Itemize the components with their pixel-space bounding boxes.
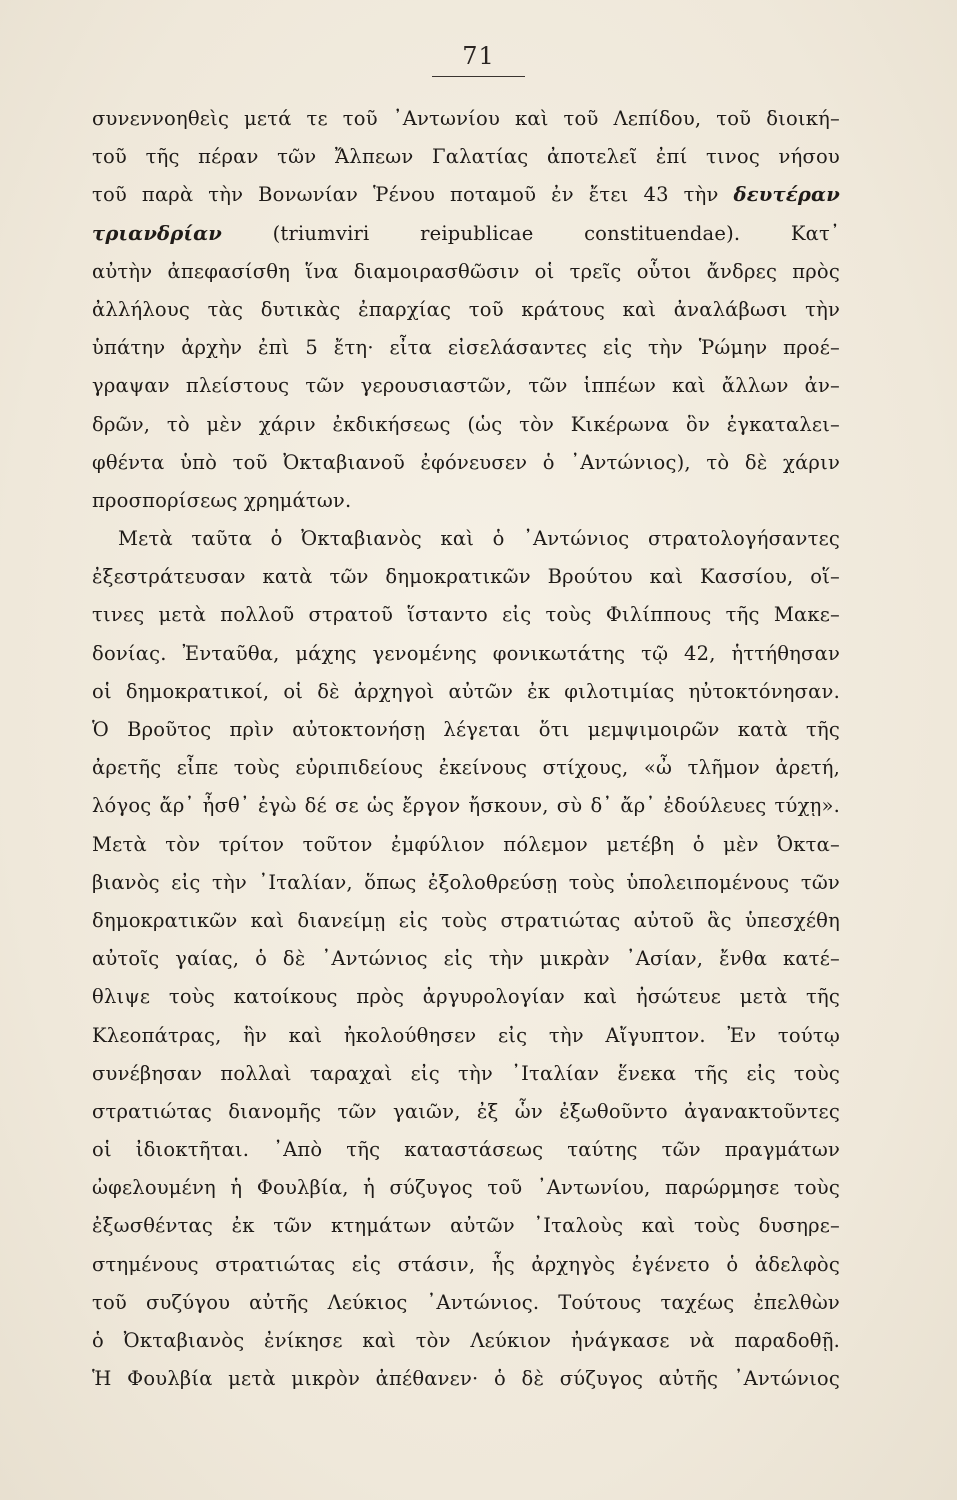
page-header bbox=[0, 42, 957, 77]
text-line: ὠφελουμένη ἡ Φουλβία, ἡ σύζυγος τοῦ ᾿Αντωνίου, παρώρμησε τοὺς bbox=[92, 1176, 840, 1200]
text-line: οἱ δημοκρατικοί, οἱ δὲ ἀρχηγοὶ αὐτῶν ἐκ φιλοτιμίας ηὐτοκτόνησαν. bbox=[92, 679, 840, 703]
text-line: συνέβησαν πολλαὶ ταραχαὶ εἰς τὴν ᾿Ιταλίαν ἕνεκα τῆς εἰς τοὺς bbox=[92, 1061, 840, 1085]
paragraph-start-line: Μετὰ ταῦτα ὁ Ὀκταβιανὸς καὶ ὁ ᾿Αντώνιος στρατολογήσαντες bbox=[118, 527, 840, 551]
emphasized-term: τριανδρίαν bbox=[92, 221, 223, 245]
text-line: Ἡ Φουλβία μετὰ μικρὸν ἀπέθανεν· ὁ δὲ σύζυγος αὐτῆς ᾿Αντώνιος bbox=[92, 1367, 840, 1391]
text-line: οἱ ἰδιοκτῆται. ᾿Απὸ τῆς καταστάσεως ταύτης τῶν πραγμάτων bbox=[92, 1138, 840, 1162]
text-line: στρατιώτας διανομῆς τῶν γαιῶν, ἐξ ὧν ἐξωθοῦντο ἀγανακτοῦντες bbox=[92, 1099, 840, 1123]
text-line: γραψαν πλείστους τῶν γερουσιαστῶν, τῶν ἱππέων καὶ ἄλλων ἀν– bbox=[92, 374, 840, 398]
text-line: αὐτὴν ἀπεφασίσθη ἵνα διαμοιρασθῶσιν οἱ τρεῖς οὗτοι ἄνδρες πρὸς bbox=[92, 259, 840, 283]
text-line: θλιψε τοὺς κατοίκους πρὸς ἀργυρολογίαν καὶ ἠσώτευε μετὰ τῆς bbox=[92, 985, 840, 1009]
text-line: λόγος ἄρ᾿ ἦσθ᾿ ἐγὼ δέ σε ὡς ἔργον ἤσκουν, σὺ δ᾿ ἄρ᾿ ἐδούλευες τύχῃ». bbox=[92, 794, 840, 818]
text-line: δρῶν, τὸ μὲν χάριν ἐκδικήσεως (ὡς τὸν Κικέρωνα ὃν ἐγκαταλει– bbox=[92, 412, 840, 436]
page-number: 71 bbox=[432, 42, 525, 77]
text-line: ἐξωσθέντας ἐκ τῶν κτημάτων αὐτῶν ᾿Ιταλοὺς καὶ τοὺς δυσηρε– bbox=[92, 1214, 840, 1238]
text-line: δονίας. Ἐνταῦθα, μάχης γενομένης φονικωτάτης τῷ 42, ἡττήθησαν bbox=[92, 641, 840, 665]
text-line: τινες μετὰ πολλοῦ στρατοῦ ἵσταντο εἰς τοὺς Φιλίππους τῆς Μακε– bbox=[92, 603, 840, 627]
text-line: Ὁ Βροῦτος πρὶν αὐτοκτονήσῃ λέγεται ὅτι μεμψιμοιρῶν κατὰ τῆς bbox=[92, 718, 840, 741]
body-text bbox=[92, 100, 840, 1398]
text-line: Μετὰ τὸν τρίτον τοῦτον ἐμφύλιον πόλεμον μετέβη ὁ μὲν Ὀκτα– bbox=[92, 832, 840, 856]
emphasized-term: δευτέραν bbox=[733, 183, 840, 207]
text-line: προσπορίσεως χρημάτων. bbox=[92, 488, 352, 512]
text-line: τοῦ συζύγου αὐτῆς Λεύκιος ᾿Αντώνιος. Τούτους ταχέως ἐπελθὼν bbox=[92, 1290, 840, 1314]
text-line: φθέντα ὑπὸ τοῦ Ὀκταβιανοῦ ἐφόνευσεν ὁ ᾿Αντώνιος), τὸ δὲ χάριν bbox=[92, 450, 840, 474]
text-line: Κλεοπάτρας, ἣν καὶ ἠκολούθησεν εἰς τὴν Αἴγυπτον. Ἐν τούτῳ bbox=[92, 1023, 840, 1047]
text-line: ὁ Ὀκταβιανὸς ἐνίκησε καὶ τὸν Λεύκιον ἠνάγκασε νὰ παραδοθῇ. bbox=[92, 1329, 840, 1352]
text-line: ἀλλήλους τὰς δυτικὰς ἐπαρχίας τοῦ κράτους καὶ ἀναλάβωσι τὴν bbox=[92, 297, 840, 321]
text-line: συνεννοηθεὶς μετά τε τοῦ ᾿Αντωνίου καὶ τοῦ Λεπίδου, τοῦ διοική– bbox=[92, 107, 840, 130]
text-line: αὐτοῖς γαίας, ὁ δὲ ᾿Αντώνιος εἰς τὴν μικρὰν ᾿Ασίαν, ἔνθα κατέ– bbox=[92, 947, 840, 971]
text-line: τοῦ παρὰ τὴν Βονωνίαν Ῥένου ποταμοῦ ἐν ἔτει 43 τὴν δευτέραν bbox=[92, 183, 840, 207]
text-line: τοῦ τῆς πέραν τῶν Ἄλπεων Γαλατίας ἀποτελεῖ ἐπί τινος νήσου bbox=[92, 145, 840, 169]
text-line: ἐξεστράτευσαν κατὰ τῶν δημοκρατικῶν Βρούτου καὶ Κασσίου, οἵ– bbox=[92, 565, 840, 589]
text-line: ἀρετῆς εἶπε τοὺς εὐριπιδείους ἐκείνους στίχους, «ὦ τλῆμον ἀρετή, bbox=[92, 756, 840, 780]
text-line: βιανὸς εἰς τὴν ᾿Ιταλίαν, ὅπως ἐξολοθρεύσῃ τοὺς ὑπολειπομένους τῶν bbox=[92, 870, 840, 894]
text-line: τριανδρίαν (triumviri reipublicae constituendae). Κατ᾿ bbox=[92, 221, 840, 245]
text-line: ὑπάτην ἀρχὴν ἐπὶ 5 ἔτη· εἶτα εἰσελάσαντες εἰς τὴν Ῥώμην προέ– bbox=[92, 336, 840, 360]
text-line: δημοκρατικῶν καὶ διανείμῃ εἰς τοὺς στρατιώτας αὐτοῦ ἃς ὑπεσχέθη bbox=[92, 908, 840, 932]
text-line: στημένους στρατιώτας εἰς στάσιν, ἧς ἀρχηγὸς ἐγένετο ὁ ἀδελφὸς bbox=[92, 1252, 840, 1276]
